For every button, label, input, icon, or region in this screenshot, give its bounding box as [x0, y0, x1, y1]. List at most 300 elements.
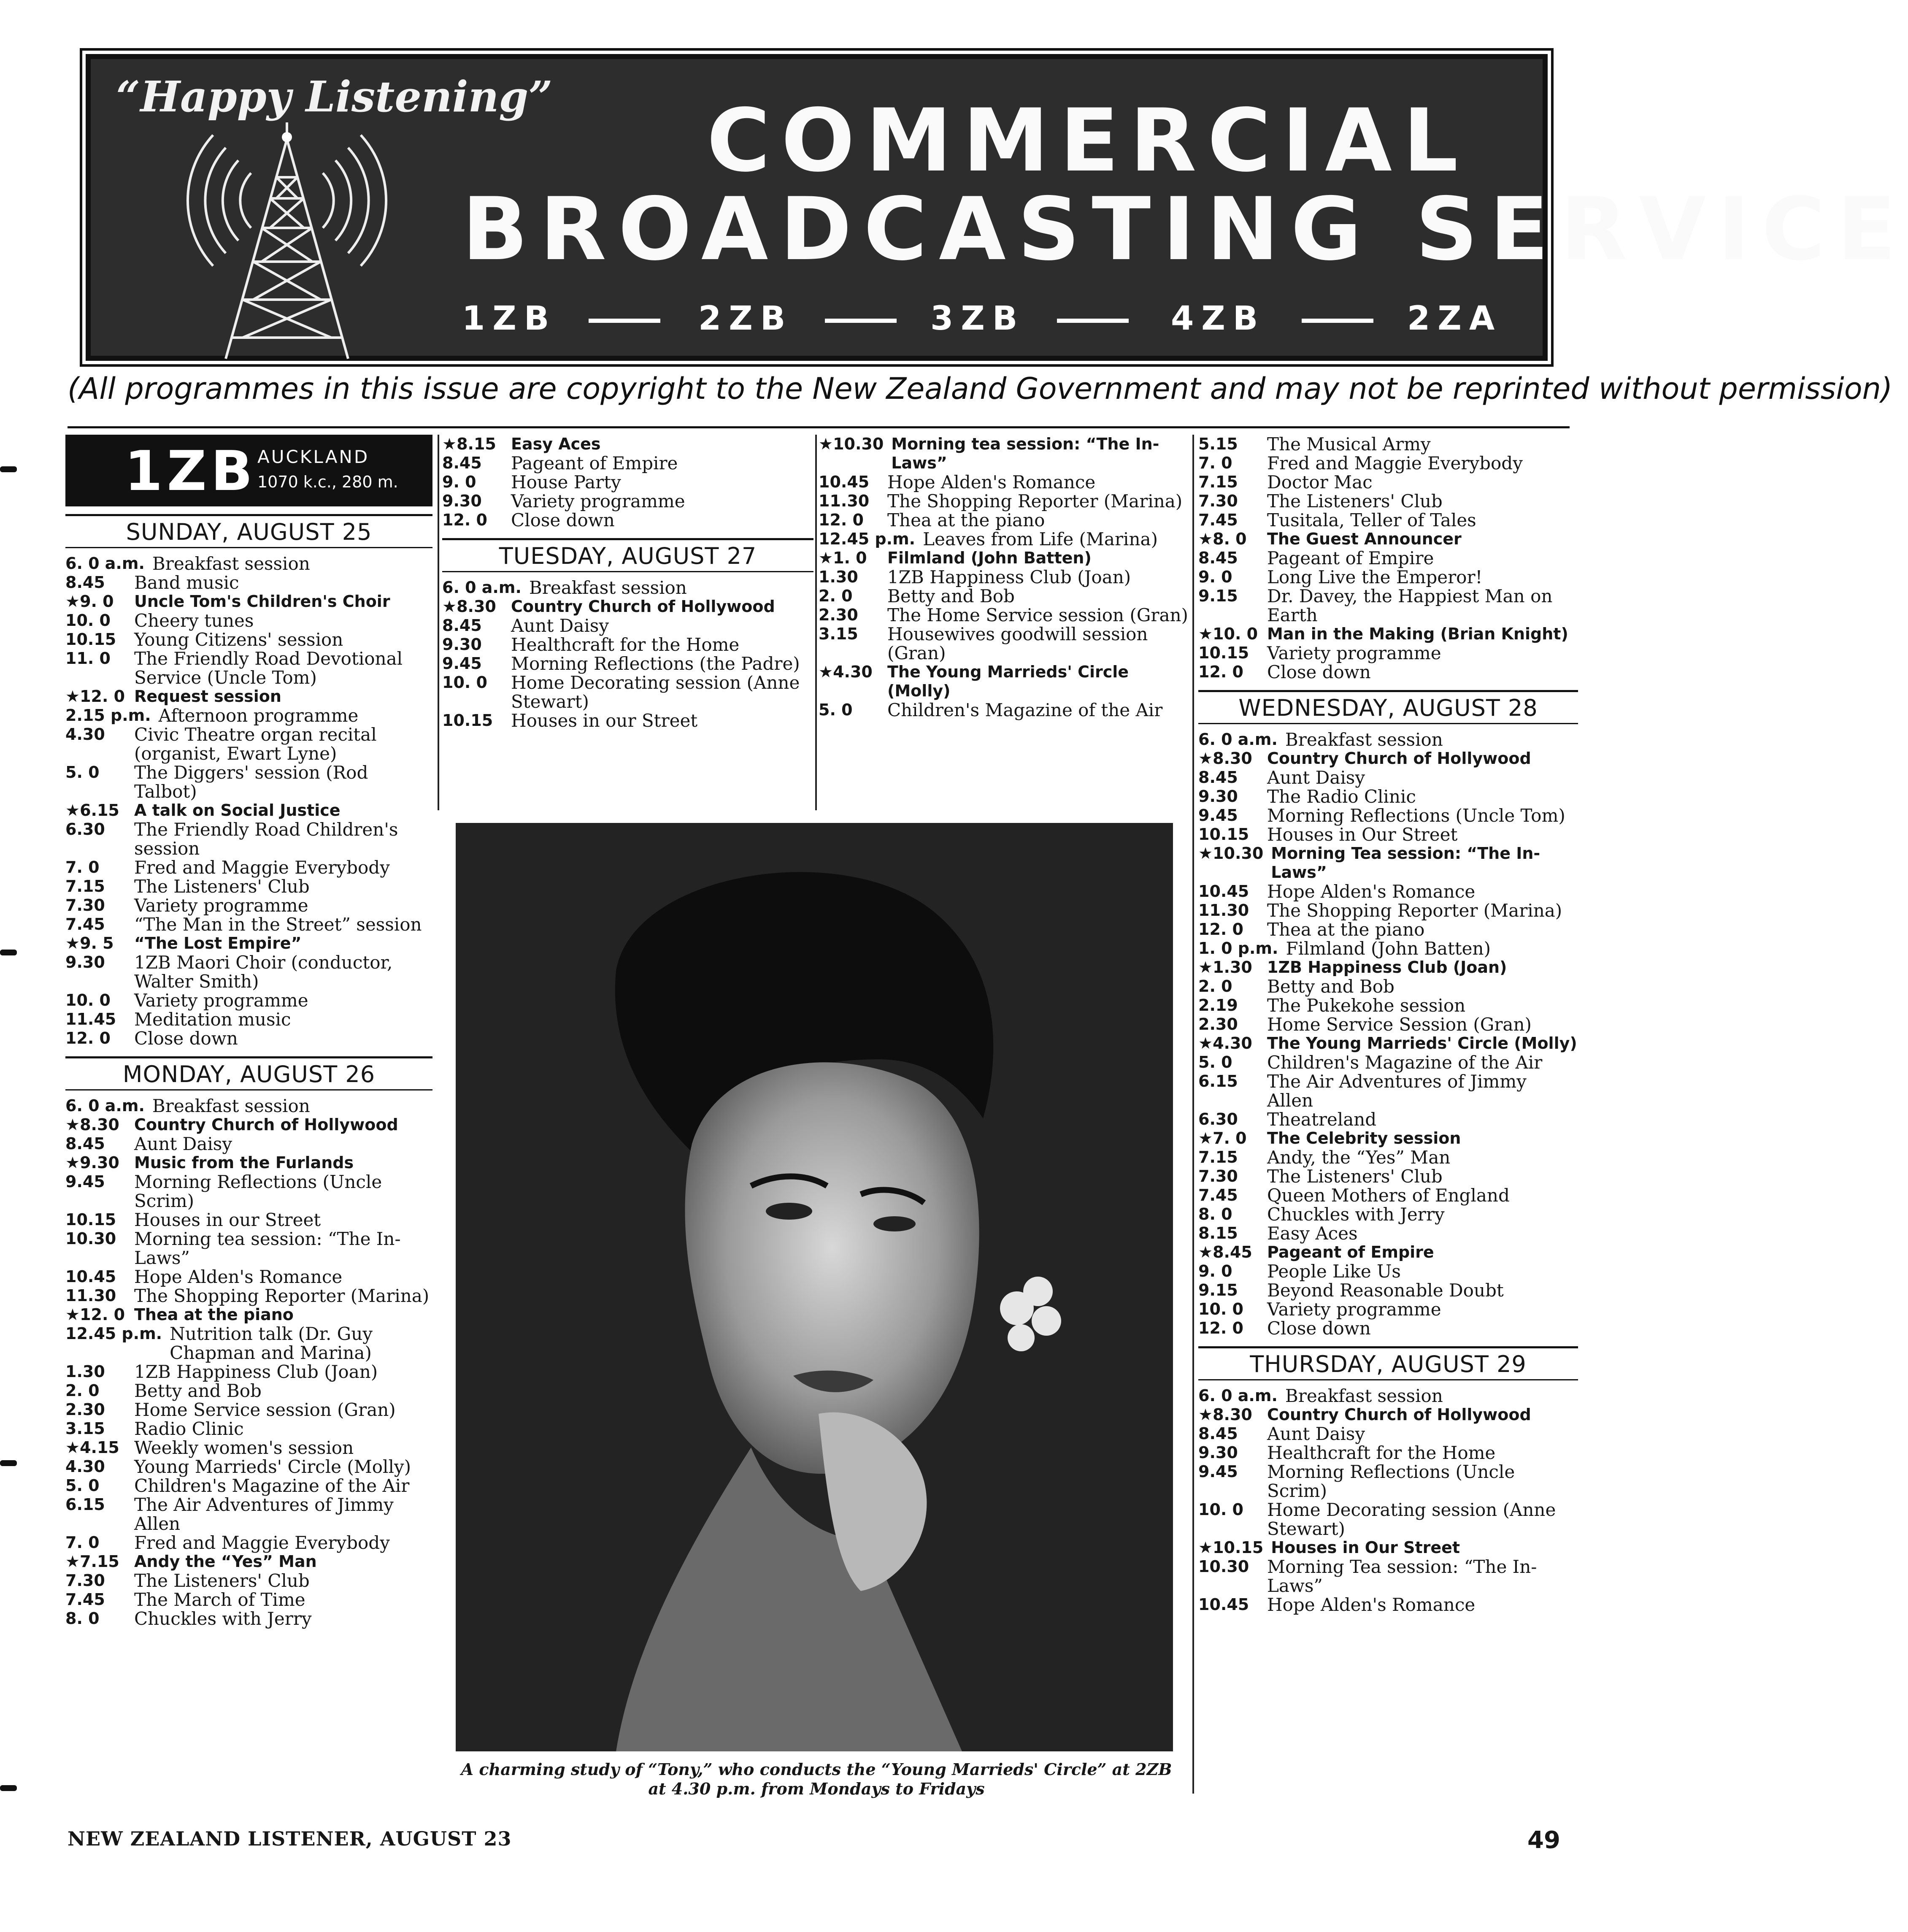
schedule-entry — [1198, 1224, 1578, 1243]
schedule-entry — [65, 554, 432, 573]
entry-programme: Aunt Daisy — [1267, 1423, 1365, 1444]
schedule-list — [1198, 730, 1578, 1338]
entry-time: 6.30 — [65, 820, 105, 839]
entry-programme: Tusitala, Teller of Tales — [1267, 510, 1476, 530]
entry-time: ★10.30 — [1198, 844, 1264, 863]
station-header — [65, 435, 432, 506]
entry-time: 6. 0 a.m. — [1198, 1386, 1278, 1405]
entry-programme: Housewives goodwill session (Gran) — [887, 624, 1148, 663]
schedule-entry — [442, 673, 813, 711]
schedule-entry — [442, 435, 813, 454]
entry-programme: Uncle Tom's Children's Choir — [134, 592, 390, 611]
entry-programme: Young Marrieds' Circle (Molly) — [134, 1456, 411, 1477]
entry-programme: Band music — [134, 572, 239, 593]
entry-programme: Request session — [134, 687, 281, 706]
station-list — [462, 295, 1525, 342]
schedule-list — [819, 435, 1194, 720]
entry-time: 3.15 — [819, 625, 858, 643]
schedule-entry — [1198, 1110, 1578, 1129]
day-heading: THURSDAY, AUGUST 29 — [1198, 1346, 1578, 1380]
schedule-entry — [65, 1172, 432, 1210]
entry-programme: Home Service Session (Gran) — [1267, 1014, 1532, 1035]
entry-programme: Dr. Davey, the Happiest Man on Earth — [1267, 586, 1553, 625]
schedule-entry — [819, 473, 1194, 492]
entry-time: 7.15 — [1198, 473, 1238, 491]
schedule-entry — [1198, 435, 1578, 454]
entry-programme: Man in the Making (Brian Knight) — [1267, 625, 1568, 643]
entry-time: 8. 0 — [1198, 1205, 1232, 1223]
schedule-list — [1198, 435, 1578, 682]
station-label: 2ZB — [698, 300, 793, 338]
entry-programme: The Celebrity session — [1267, 1129, 1461, 1147]
entry-time: 7. 0 — [1198, 454, 1232, 472]
entry-time: 12. 0 — [1198, 920, 1243, 939]
entry-programme: Young Citizens' session — [134, 629, 343, 650]
schedule-entry — [1198, 1500, 1578, 1538]
entry-time: 9. 0 — [1198, 568, 1232, 586]
entry-programme: Children's Magazine of the Air — [887, 700, 1163, 720]
entry-programme: Breakfast session — [529, 577, 687, 598]
schedule-entry — [1198, 768, 1578, 787]
schedule-entry — [65, 1476, 432, 1495]
schedule-entry — [1198, 1300, 1578, 1319]
entry-programme: 1ZB Happiness Club (Joan) — [887, 567, 1131, 587]
schedule-entry — [65, 763, 432, 801]
entry-time: 9.45 — [1198, 1462, 1238, 1481]
station-city: AUCKLAND — [257, 446, 370, 467]
schedule-entry — [442, 654, 813, 673]
entry-programme: 1ZB Maori Choir (conductor, Walter Smith) — [134, 952, 393, 992]
entry-programme: Close down — [1267, 1318, 1371, 1339]
schedule-entry — [1198, 473, 1578, 492]
entry-time: 8.45 — [65, 1134, 105, 1153]
schedule-entry — [65, 1362, 432, 1381]
entry-programme: Close down — [1267, 662, 1371, 682]
schedule-entry — [442, 492, 813, 511]
entry-programme: Betty and Bob — [134, 1380, 262, 1401]
entry-time: 11.30 — [1198, 901, 1249, 920]
schedule-entry — [65, 1029, 432, 1048]
entry-programme: Breakfast session — [152, 1096, 310, 1116]
schedule-entry — [65, 1134, 432, 1153]
schedule-entry — [65, 1286, 432, 1305]
entry-time: 12. 0 — [1198, 663, 1243, 681]
entry-time: 8.45 — [1198, 549, 1238, 567]
entry-time: 9.30 — [442, 492, 482, 510]
entry-programme: The Shopping Reporter (Marina) — [134, 1285, 430, 1306]
entry-programme: Betty and Bob — [887, 586, 1015, 606]
schedule-entry — [65, 1419, 432, 1438]
entry-programme: Thea at the piano — [887, 510, 1045, 530]
schedule-entry — [819, 435, 1194, 473]
entry-programme: Morning tea session: “The In-Laws” — [134, 1228, 401, 1268]
schedule-entry — [65, 820, 432, 858]
entry-time: 7.30 — [65, 896, 105, 915]
entry-programme: 1ZB Happiness Club (Joan) — [1267, 958, 1507, 977]
schedule-entry — [1198, 492, 1578, 511]
entry-time: 7.30 — [1198, 1167, 1238, 1185]
schedule-list — [65, 554, 432, 1048]
entry-programme: The Diggers' session (Rod Talbot) — [134, 762, 368, 802]
schedule-entry — [1198, 787, 1578, 806]
entry-time: ★8.30 — [442, 597, 496, 616]
schedule-entry — [1198, 939, 1578, 958]
entry-programme: The Listeners' Club — [134, 876, 310, 897]
entry-programme: Variety programme — [134, 895, 308, 916]
entry-time: ★9. 5 — [65, 934, 114, 952]
schedule-entry — [65, 1153, 432, 1172]
schedule-entry — [65, 1609, 432, 1628]
schedule-entry — [1198, 1595, 1578, 1614]
entry-programme: Civic Theatre organ recital (organist, Ewart Lyne) — [134, 724, 377, 764]
schedule-entry — [1198, 1167, 1578, 1186]
entry-time: 9.45 — [65, 1172, 105, 1191]
entry-programme: The Friendly Road Children's session — [134, 819, 398, 859]
schedule-entry — [1198, 958, 1578, 977]
entry-programme: Houses in our Street — [134, 1210, 321, 1230]
entry-programme: Variety programme — [134, 990, 308, 1011]
entry-programme: Radio Clinic — [134, 1418, 244, 1439]
entry-time: 10.30 — [1198, 1557, 1249, 1576]
entry-programme: The Radio Clinic — [1267, 786, 1416, 807]
entry-time: ★8.30 — [65, 1115, 119, 1134]
entry-time: 7. 0 — [65, 1533, 100, 1552]
entry-time: ★1. 0 — [819, 549, 867, 567]
entry-programme: Hope Alden's Romance — [1267, 881, 1476, 902]
entry-programme: Meditation music — [134, 1009, 291, 1030]
margin-mark — [0, 466, 17, 472]
schedule-entry — [819, 587, 1194, 606]
entry-programme: The Air Adventures of Jimmy Allen — [1267, 1071, 1527, 1111]
schedule-entry — [65, 1590, 432, 1609]
entry-time: 6.15 — [65, 1495, 105, 1514]
entry-programme: Houses in our Street — [511, 710, 698, 731]
day-heading: TUESDAY, AUGUST 27 — [442, 538, 813, 572]
margin-mark — [0, 950, 17, 955]
entry-time: 9.30 — [442, 635, 482, 654]
entry-programme: Queen Mothers of England — [1267, 1185, 1510, 1206]
schedule-entry — [819, 663, 1194, 701]
entry-programme: Thea at the piano — [1267, 919, 1425, 940]
entry-programme: Morning Tea session: “The In-Laws” — [1271, 844, 1540, 882]
schedule-entry — [819, 625, 1194, 663]
schedule-list — [442, 435, 813, 530]
schedule-entry — [1198, 1281, 1578, 1300]
entry-time: ★8.45 — [1198, 1243, 1252, 1261]
entry-time: 5. 0 — [65, 763, 100, 782]
entry-time: 10. 0 — [65, 611, 111, 630]
divider — [1302, 319, 1373, 323]
entry-time: 9.15 — [1198, 1281, 1238, 1299]
entry-time: 9.15 — [1198, 587, 1238, 605]
entry-time: 7.45 — [1198, 511, 1238, 529]
entry-time: ★7. 0 — [1198, 1129, 1247, 1147]
entry-time: 6. 0 a.m. — [1198, 730, 1278, 749]
schedule-entry — [1198, 1424, 1578, 1443]
entry-programme: Hope Alden's Romance — [134, 1266, 343, 1287]
schedule-entry — [1198, 1557, 1578, 1595]
schedule-entry — [1198, 977, 1578, 996]
entry-programme: Beyond Reasonable Doubt — [1267, 1280, 1504, 1301]
schedule-entry — [442, 616, 813, 635]
schedule-entry — [1198, 549, 1578, 568]
schedule-entry — [65, 1229, 432, 1267]
schedule-entry — [65, 573, 432, 592]
schedule-entry — [65, 611, 432, 630]
entry-time: 7.45 — [65, 1590, 105, 1609]
entry-time: ★4.15 — [65, 1438, 119, 1457]
schedule-entry — [819, 530, 1194, 549]
entry-time: ★8. 0 — [1198, 530, 1247, 548]
schedule-entry — [819, 549, 1194, 568]
schedule-entry — [1198, 1186, 1578, 1205]
entry-time: ★9.30 — [65, 1153, 119, 1172]
entry-programme: Leaves from Life (Marina) — [923, 529, 1158, 549]
schedule-entry — [65, 953, 432, 991]
entry-programme: Morning tea session: “The In-Laws” — [891, 435, 1159, 472]
divider — [1057, 319, 1129, 323]
schedule-entry — [65, 1495, 432, 1533]
schedule-entry — [819, 492, 1194, 511]
entry-time: 6. 0 a.m. — [65, 1096, 145, 1115]
publication-footer: NEW ZEALAND LISTENER, AUGUST 23 — [68, 1827, 512, 1850]
entry-time: ★9. 0 — [65, 592, 114, 611]
entry-programme: The Pukekohe session — [1267, 995, 1466, 1016]
entry-programme: Close down — [134, 1028, 238, 1049]
entry-programme: Morning Reflections (Uncle Tom) — [1267, 805, 1565, 826]
schedule-entry — [1198, 511, 1578, 530]
entry-programme: Hope Alden's Romance — [887, 472, 1096, 492]
entry-programme: The Young Marrieds' Circle (Molly) — [887, 663, 1129, 700]
schedule-entry — [442, 635, 813, 654]
entry-programme: Morning Reflections (Uncle Scrim) — [134, 1172, 382, 1211]
radio-tower-icon — [154, 122, 416, 359]
divider — [589, 319, 660, 323]
schedule-entry — [1198, 587, 1578, 625]
station-label: 1ZB — [462, 300, 557, 338]
entry-time: 7.15 — [1198, 1148, 1238, 1166]
entry-programme: Chuckles with Jerry — [1267, 1204, 1445, 1225]
entry-programme: The Listeners' Club — [1267, 491, 1443, 511]
entry-programme: Theatreland — [1267, 1109, 1377, 1130]
schedule-entry — [65, 1010, 432, 1029]
entry-programme: Home Decorating session (Anne Stewart) — [511, 672, 800, 712]
entry-time: 10.15 — [442, 711, 493, 730]
entry-time: 12.45 p.m. — [65, 1324, 162, 1343]
entry-time: 8.45 — [1198, 1424, 1238, 1443]
entry-time: 2.15 p.m. — [65, 706, 151, 725]
entry-time: 6.15 — [1198, 1072, 1238, 1090]
column-divider — [438, 435, 439, 810]
entry-programme: Aunt Daisy — [1267, 767, 1365, 788]
entry-programme: Healthcraft for the Home — [1267, 1442, 1496, 1463]
schedule-entry — [65, 592, 432, 611]
entry-time: 1.30 — [65, 1362, 105, 1381]
schedule-entry — [65, 801, 432, 820]
station-frequency: 1070 k.c., 280 m. — [257, 473, 398, 491]
schedule-entry — [1198, 568, 1578, 587]
margin-mark — [0, 1460, 17, 1466]
entry-time: 9.30 — [1198, 1443, 1238, 1462]
schedule-entry — [65, 1533, 432, 1552]
schedule-entry — [442, 454, 813, 473]
entry-time: 10.15 — [65, 1210, 116, 1229]
entry-time: 5. 0 — [1198, 1053, 1232, 1072]
schedule-entry — [65, 934, 432, 953]
schedule-entry — [1198, 1053, 1578, 1072]
entry-programme: “The Man in the Street” session — [134, 914, 422, 935]
entry-time: 11.45 — [65, 1010, 116, 1028]
entry-time: 2.30 — [1198, 1015, 1238, 1034]
entry-time: 2.19 — [1198, 996, 1238, 1015]
schedule-entry — [1198, 1443, 1578, 1462]
entry-time: ★8.15 — [442, 435, 496, 453]
entry-programme: Pageant of Empire — [1267, 548, 1434, 568]
schedule-entry — [1198, 644, 1578, 663]
schedule-entry — [1198, 663, 1578, 682]
entry-programme: A talk on Social Justice — [134, 801, 341, 820]
entry-programme: Close down — [511, 510, 615, 530]
entry-time: 1. 0 p.m. — [1198, 939, 1278, 958]
entry-programme: Aunt Daisy — [511, 615, 609, 636]
schedule-entry — [65, 877, 432, 896]
entry-programme: The Air Adventures of Jimmy Allen — [134, 1494, 394, 1534]
entry-programme: Easy Aces — [1267, 1223, 1358, 1244]
entry-time: ★10.15 — [1198, 1538, 1264, 1557]
entry-time: 2. 0 — [819, 587, 853, 605]
entry-time: ★6.15 — [65, 801, 119, 820]
entry-programme: The March of Time — [134, 1589, 305, 1610]
entry-programme: Country Church of Hollywood — [1267, 749, 1531, 768]
schedule-entry — [1198, 1148, 1578, 1167]
entry-time: 2.30 — [65, 1400, 105, 1419]
schedule-entry — [65, 706, 432, 725]
masthead-banner — [86, 54, 1908, 361]
portrait-illustration — [456, 823, 1173, 1751]
schedule-entry — [65, 1115, 432, 1134]
entry-time: 5.15 — [1198, 435, 1238, 453]
entry-time: 10. 0 — [65, 991, 111, 1009]
column-4 — [1198, 435, 1578, 1614]
entry-programme: Home Service session (Gran) — [134, 1399, 396, 1420]
schedule-list — [442, 578, 813, 730]
entry-programme: Pageant of Empire — [1267, 1243, 1434, 1261]
entry-programme: Fred and Maggie Everybody — [134, 857, 390, 878]
station-label: 2ZA — [1407, 300, 1503, 338]
entry-programme: Filmland (John Batten) — [1286, 938, 1491, 959]
day-heading: MONDAY, AUGUST 26 — [65, 1056, 432, 1090]
entry-time: 10.15 — [1198, 825, 1249, 844]
entry-programme: House Party — [511, 472, 621, 492]
schedule-entry — [1198, 1034, 1578, 1053]
entry-programme: Houses in Our Street — [1271, 1538, 1460, 1557]
margin-mark — [0, 1785, 17, 1791]
entry-time: 12.45 p.m. — [819, 530, 916, 548]
entry-time: ★8.30 — [1198, 749, 1252, 768]
entry-programme: Morning Tea session: “The In-Laws” — [1267, 1556, 1537, 1596]
entry-programme: Breakfast session — [1285, 1385, 1443, 1406]
entry-programme: The Shopping Reporter (Marina) — [1267, 900, 1562, 921]
column-2 — [442, 435, 813, 730]
entry-time: ★4.30 — [819, 663, 873, 681]
entry-time: ★8.30 — [1198, 1405, 1252, 1424]
schedule-entry — [819, 701, 1194, 720]
entry-programme: Thea at the piano — [134, 1305, 294, 1324]
entry-programme: Morning Reflections (the Padre) — [511, 653, 800, 674]
divider — [825, 319, 897, 323]
entry-time: 11.30 — [819, 492, 870, 510]
schedule-entry — [1198, 920, 1578, 939]
entry-programme: Variety programme — [1267, 1299, 1441, 1320]
schedule-entry — [65, 1457, 432, 1476]
schedule-entry — [1198, 1205, 1578, 1224]
entry-time: 2.30 — [819, 606, 858, 624]
station-code: 1ZB — [124, 439, 257, 503]
entry-programme: Country Church of Hollywood — [134, 1115, 398, 1134]
schedule-entry — [65, 649, 432, 687]
schedule-entry — [1198, 996, 1578, 1015]
schedule-entry — [65, 1210, 432, 1229]
entry-time: 12. 0 — [1198, 1319, 1243, 1337]
entry-time: 2. 0 — [1198, 977, 1232, 996]
entry-programme: Country Church of Hollywood — [511, 597, 775, 616]
banner-title-broadcasting-service: BROADCASTING SERVICE — [462, 179, 1908, 280]
slogan: “Happy Listening” — [116, 72, 553, 122]
schedule-entry — [65, 915, 432, 934]
entry-programme: Afternoon programme — [158, 705, 359, 726]
schedule-entry — [1198, 825, 1578, 844]
entry-time: 10.45 — [1198, 882, 1249, 901]
entry-programme: The Musical Army — [1267, 434, 1431, 455]
page-number: 49 — [1527, 1826, 1560, 1854]
schedule-entry — [65, 1096, 432, 1115]
schedule-entry — [442, 511, 813, 530]
schedule-entry — [65, 1552, 432, 1571]
entry-programme: Music from the Furlands — [134, 1153, 354, 1172]
entry-programme: Betty and Bob — [1267, 976, 1395, 997]
entry-time: 6.30 — [1198, 1110, 1238, 1128]
entry-programme: Chuckles with Jerry — [134, 1608, 312, 1629]
entry-time: ★7.15 — [65, 1552, 119, 1571]
schedule-entry — [65, 1571, 432, 1590]
day-heading: SUNDAY, AUGUST 25 — [65, 514, 432, 548]
entry-time: 9. 0 — [1198, 1262, 1232, 1280]
entry-time: 8. 0 — [65, 1609, 100, 1628]
schedule-entry — [442, 597, 813, 616]
entry-time: 7.30 — [65, 1571, 105, 1590]
entry-programme: “The Lost Empire” — [134, 934, 302, 952]
entry-time: 12. 0 — [442, 511, 487, 529]
schedule-entry — [65, 1381, 432, 1400]
schedule-entry — [1198, 1072, 1578, 1110]
schedule-entry — [1198, 882, 1578, 901]
entry-programme: Hope Alden's Romance — [1267, 1594, 1476, 1615]
portrait-photo — [456, 823, 1173, 1751]
schedule-entry — [65, 991, 432, 1010]
entry-time: 8.15 — [1198, 1224, 1238, 1242]
entry-time: 9.45 — [442, 654, 482, 673]
schedule-entry — [1198, 1243, 1578, 1262]
schedule-entry — [819, 511, 1194, 530]
column-divider — [815, 435, 817, 810]
entry-programme: Andy the “Yes” Man — [134, 1552, 317, 1571]
copyright-notice: (All programmes in this issue are copyright to the New Zealand Government and may not be reprinted without permission) — [68, 371, 1893, 406]
schedule-entry — [65, 1267, 432, 1286]
schedule-entry — [65, 687, 432, 706]
entry-time: 12. 0 — [819, 511, 864, 529]
entry-programme: Pageant of Empire — [511, 453, 678, 474]
entry-time: 3.15 — [65, 1419, 105, 1438]
